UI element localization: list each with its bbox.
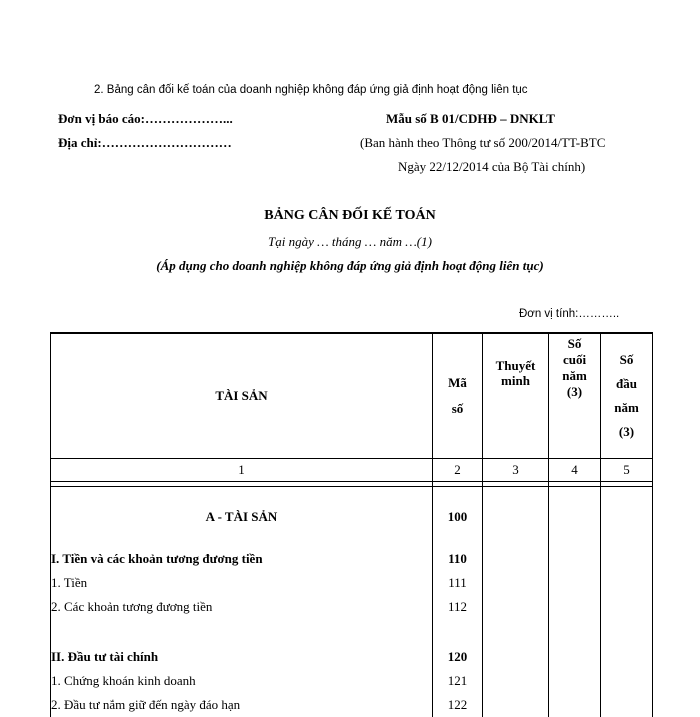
table-row: [51, 547, 653, 571]
column-header-assets: TÀI SẢN: [51, 333, 433, 459]
balance-sheet-table: [50, 332, 653, 717]
row-code: 121: [433, 669, 483, 693]
issued-date: Ngày 22/12/2014 của Bộ Tài chính): [398, 159, 586, 174]
row-code: 112: [433, 595, 483, 619]
column-number-row: [51, 459, 653, 482]
reporting-unit-label: Đơn vị báo cáo:………………...: [58, 111, 233, 126]
row-code: 100: [433, 487, 483, 548]
document-apply-line: (Áp dụng cho doanh nghiệp không đáp ứng giả định hoạt động liên tục): [156, 258, 544, 273]
row-name: 1. Chứng khoán kinh doanh: [51, 669, 433, 693]
row-code: 110: [433, 547, 483, 571]
row-name: A - TÀI SẢN: [51, 487, 433, 548]
column-header-year-start: Số đầu năm (3): [601, 333, 653, 459]
currency-unit: Đơn vị tính:………..: [519, 308, 620, 320]
row-name: 2. Đầu tư nắm giữ đến ngày đáo hạn: [51, 693, 433, 717]
form-code: Mẫu số B 01/CDHĐ – DNKLT: [386, 111, 555, 126]
document-date-line: Tại ngày … tháng … năm …(1): [268, 234, 432, 249]
row-name: 1. Tiền: [51, 571, 433, 595]
row-code: 122: [433, 693, 483, 717]
table-header-row: [51, 333, 653, 459]
table-row: [51, 595, 653, 619]
table-row: [51, 669, 653, 693]
table-row: [51, 645, 653, 669]
issued-by: (Ban hành theo Thông tư số 200/2014/TT-BTC: [360, 135, 606, 150]
document-title: BẢNG CÂN ĐỐI KẾ TOÁN: [264, 208, 436, 223]
row-name: II. Đầu tư tài chính: [51, 645, 433, 669]
heading-note: 2. Bảng cân đối kế toán của doanh nghiệp không đáp ứng giả định hoạt động liên tục: [94, 84, 528, 96]
column-number: 4: [549, 459, 601, 482]
column-number: 2: [433, 459, 483, 482]
row-code: 111: [433, 571, 483, 595]
column-number: 1: [51, 459, 433, 482]
row-code: 120: [433, 645, 483, 669]
column-header-notes: Thuyết minh: [483, 333, 549, 459]
address-label: Địa chỉ:…………………………: [58, 135, 232, 150]
column-number: 3: [483, 459, 549, 482]
row-name: I. Tiền và các khoản tương đương tiền: [51, 547, 433, 571]
column-header-year-end: Số cuối năm (3): [549, 333, 601, 459]
table-row: [51, 571, 653, 595]
table-row: [51, 487, 653, 548]
row-name: 2. Các khoản tương đương tiền: [51, 595, 433, 619]
column-header-code: Mã số: [433, 333, 483, 459]
table-row: [51, 693, 653, 717]
column-number: 5: [601, 459, 653, 482]
